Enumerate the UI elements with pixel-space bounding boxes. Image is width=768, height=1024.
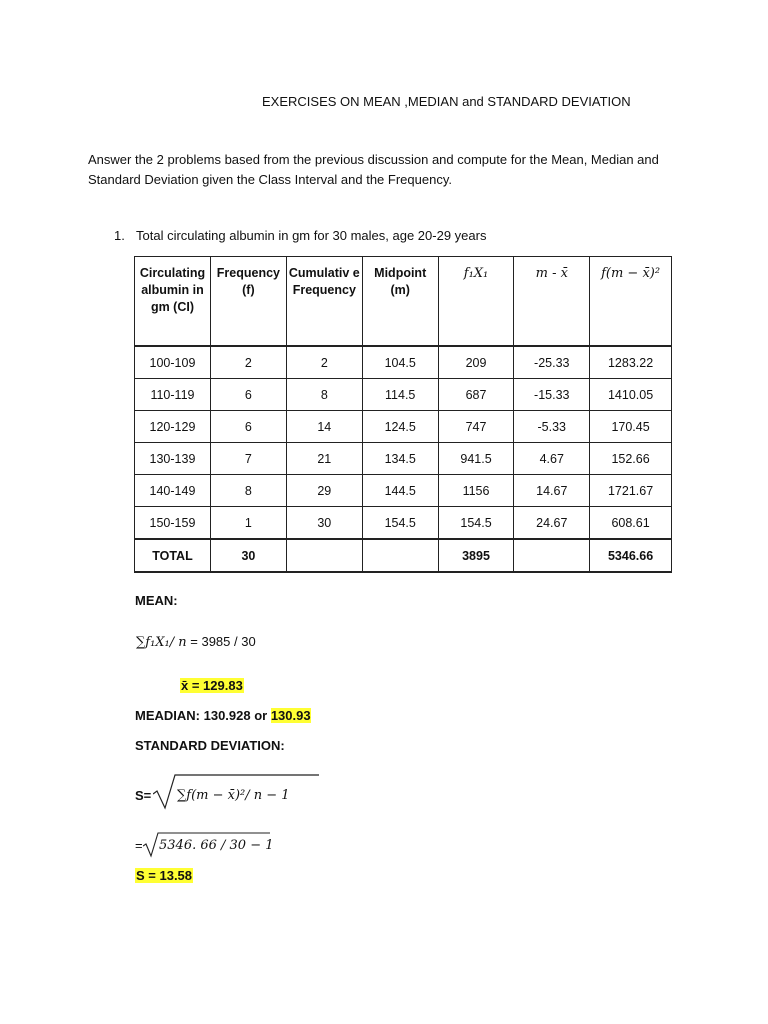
header-squared-deviation: f(m − x̄)²	[590, 257, 672, 347]
header-frequency: Frequency (f)	[210, 257, 286, 347]
table-cell: 29	[286, 475, 362, 507]
table-cell: 150-159	[135, 507, 211, 540]
header-cumulative-frequency: Cumulativ e Frequency	[286, 257, 362, 347]
table-cell: 1156	[438, 475, 514, 507]
table-cell: 747	[438, 411, 514, 443]
sd-step2-prefix: =	[135, 838, 143, 853]
problem-text: Total circulating albumin in gm for 30 males, age 20-29 years	[136, 228, 487, 243]
table-cell: -25.33	[514, 346, 590, 379]
sd-formula-prefix: S=	[135, 788, 152, 803]
table-cell: 1410.05	[590, 379, 672, 411]
table-cell: 1721.67	[590, 475, 672, 507]
header-fx: f₁X₁	[438, 257, 514, 347]
table-cell: 154.5	[362, 507, 438, 540]
header-midpoint: Midpoint (m)	[362, 257, 438, 347]
table-cell: 2	[286, 346, 362, 379]
table-cell: 152.66	[590, 443, 672, 475]
table-cell: 130-139	[135, 443, 211, 475]
mean-formula-expression: ∑f₁X₁/ n	[136, 635, 187, 650]
total-row	[135, 539, 672, 572]
table-cell: 30	[286, 507, 362, 540]
sd-formula-expression: ∑f(m − x̄)²/ n − 1	[177, 788, 290, 803]
table-cell: 14	[286, 411, 362, 443]
table-cell: 24.67	[514, 507, 590, 540]
table-cell: 134.5	[362, 443, 438, 475]
median-line	[135, 708, 311, 723]
median-highlight: 130.93	[270, 708, 311, 723]
table-cell: 8	[210, 475, 286, 507]
table-cell: 4.67	[514, 443, 590, 475]
table-cell: 100-109	[135, 346, 211, 379]
header-class-interval: Circulating albumin in gm (CI)	[135, 257, 211, 347]
sd-label: STANDARD DEVIATION:	[135, 738, 285, 753]
mean-formula-value: = 3985 / 30	[186, 634, 256, 649]
table-cell: 608.61	[590, 507, 672, 540]
mean-result: x̄ = 129.83	[181, 678, 243, 693]
total-fx: 3895	[438, 539, 514, 572]
header-deviation: m - x̄	[514, 257, 590, 347]
table-cell: 124.5	[362, 411, 438, 443]
table-cell: 209	[438, 346, 514, 379]
table-cell: 14.67	[514, 475, 590, 507]
total-empty	[362, 539, 438, 572]
table-cell: -15.33	[514, 379, 590, 411]
table-cell: 144.5	[362, 475, 438, 507]
intro-paragraph: Answer the 2 problems based from the previous discussion and compute for the Mean, Median and Standard Deviation given the Class Interval and the Frequency.	[88, 152, 659, 187]
table-cell: 7	[210, 443, 286, 475]
table-row	[135, 475, 672, 507]
page-title: EXERCISES ON MEAN ,MEDIAN and STANDARD DEVIATION	[262, 94, 631, 109]
table-cell: 104.5	[362, 346, 438, 379]
table-cell: 170.45	[590, 411, 672, 443]
total-empty	[514, 539, 590, 572]
sd-result: S = 13.58	[136, 868, 193, 883]
total-label: TOTAL	[135, 539, 211, 572]
table-row	[135, 379, 672, 411]
table-cell: 687	[438, 379, 514, 411]
table-cell: 140-149	[135, 475, 211, 507]
frequency-table	[134, 256, 672, 573]
total-squared-deviation: 5346.66	[590, 539, 672, 572]
table-row	[135, 411, 672, 443]
table-cell: 2	[210, 346, 286, 379]
problem-number: 1.	[114, 228, 125, 243]
total-frequency: 30	[210, 539, 286, 572]
problem-1	[114, 228, 486, 243]
table-cell: 114.5	[362, 379, 438, 411]
mean-formula	[136, 634, 256, 650]
table-cell: 941.5	[438, 443, 514, 475]
table-cell: 1	[210, 507, 286, 540]
table-cell: 6	[210, 379, 286, 411]
table-cell: -5.33	[514, 411, 590, 443]
table-cell: 21	[286, 443, 362, 475]
table-cell: 8	[286, 379, 362, 411]
table-row	[135, 507, 672, 540]
sd-step2-expression: 5346. 66 / 30 − 1	[159, 838, 274, 853]
table-cell: 6	[210, 411, 286, 443]
mean-label: MEAN:	[135, 593, 178, 608]
table-cell: 120-129	[135, 411, 211, 443]
total-empty	[286, 539, 362, 572]
table-cell: 154.5	[438, 507, 514, 540]
table-cell: 1283.22	[590, 346, 672, 379]
table-row	[135, 443, 672, 475]
median-text: MEADIAN: 130.928 or	[135, 708, 271, 723]
table-row	[135, 346, 672, 379]
table-cell: 110-119	[135, 379, 211, 411]
